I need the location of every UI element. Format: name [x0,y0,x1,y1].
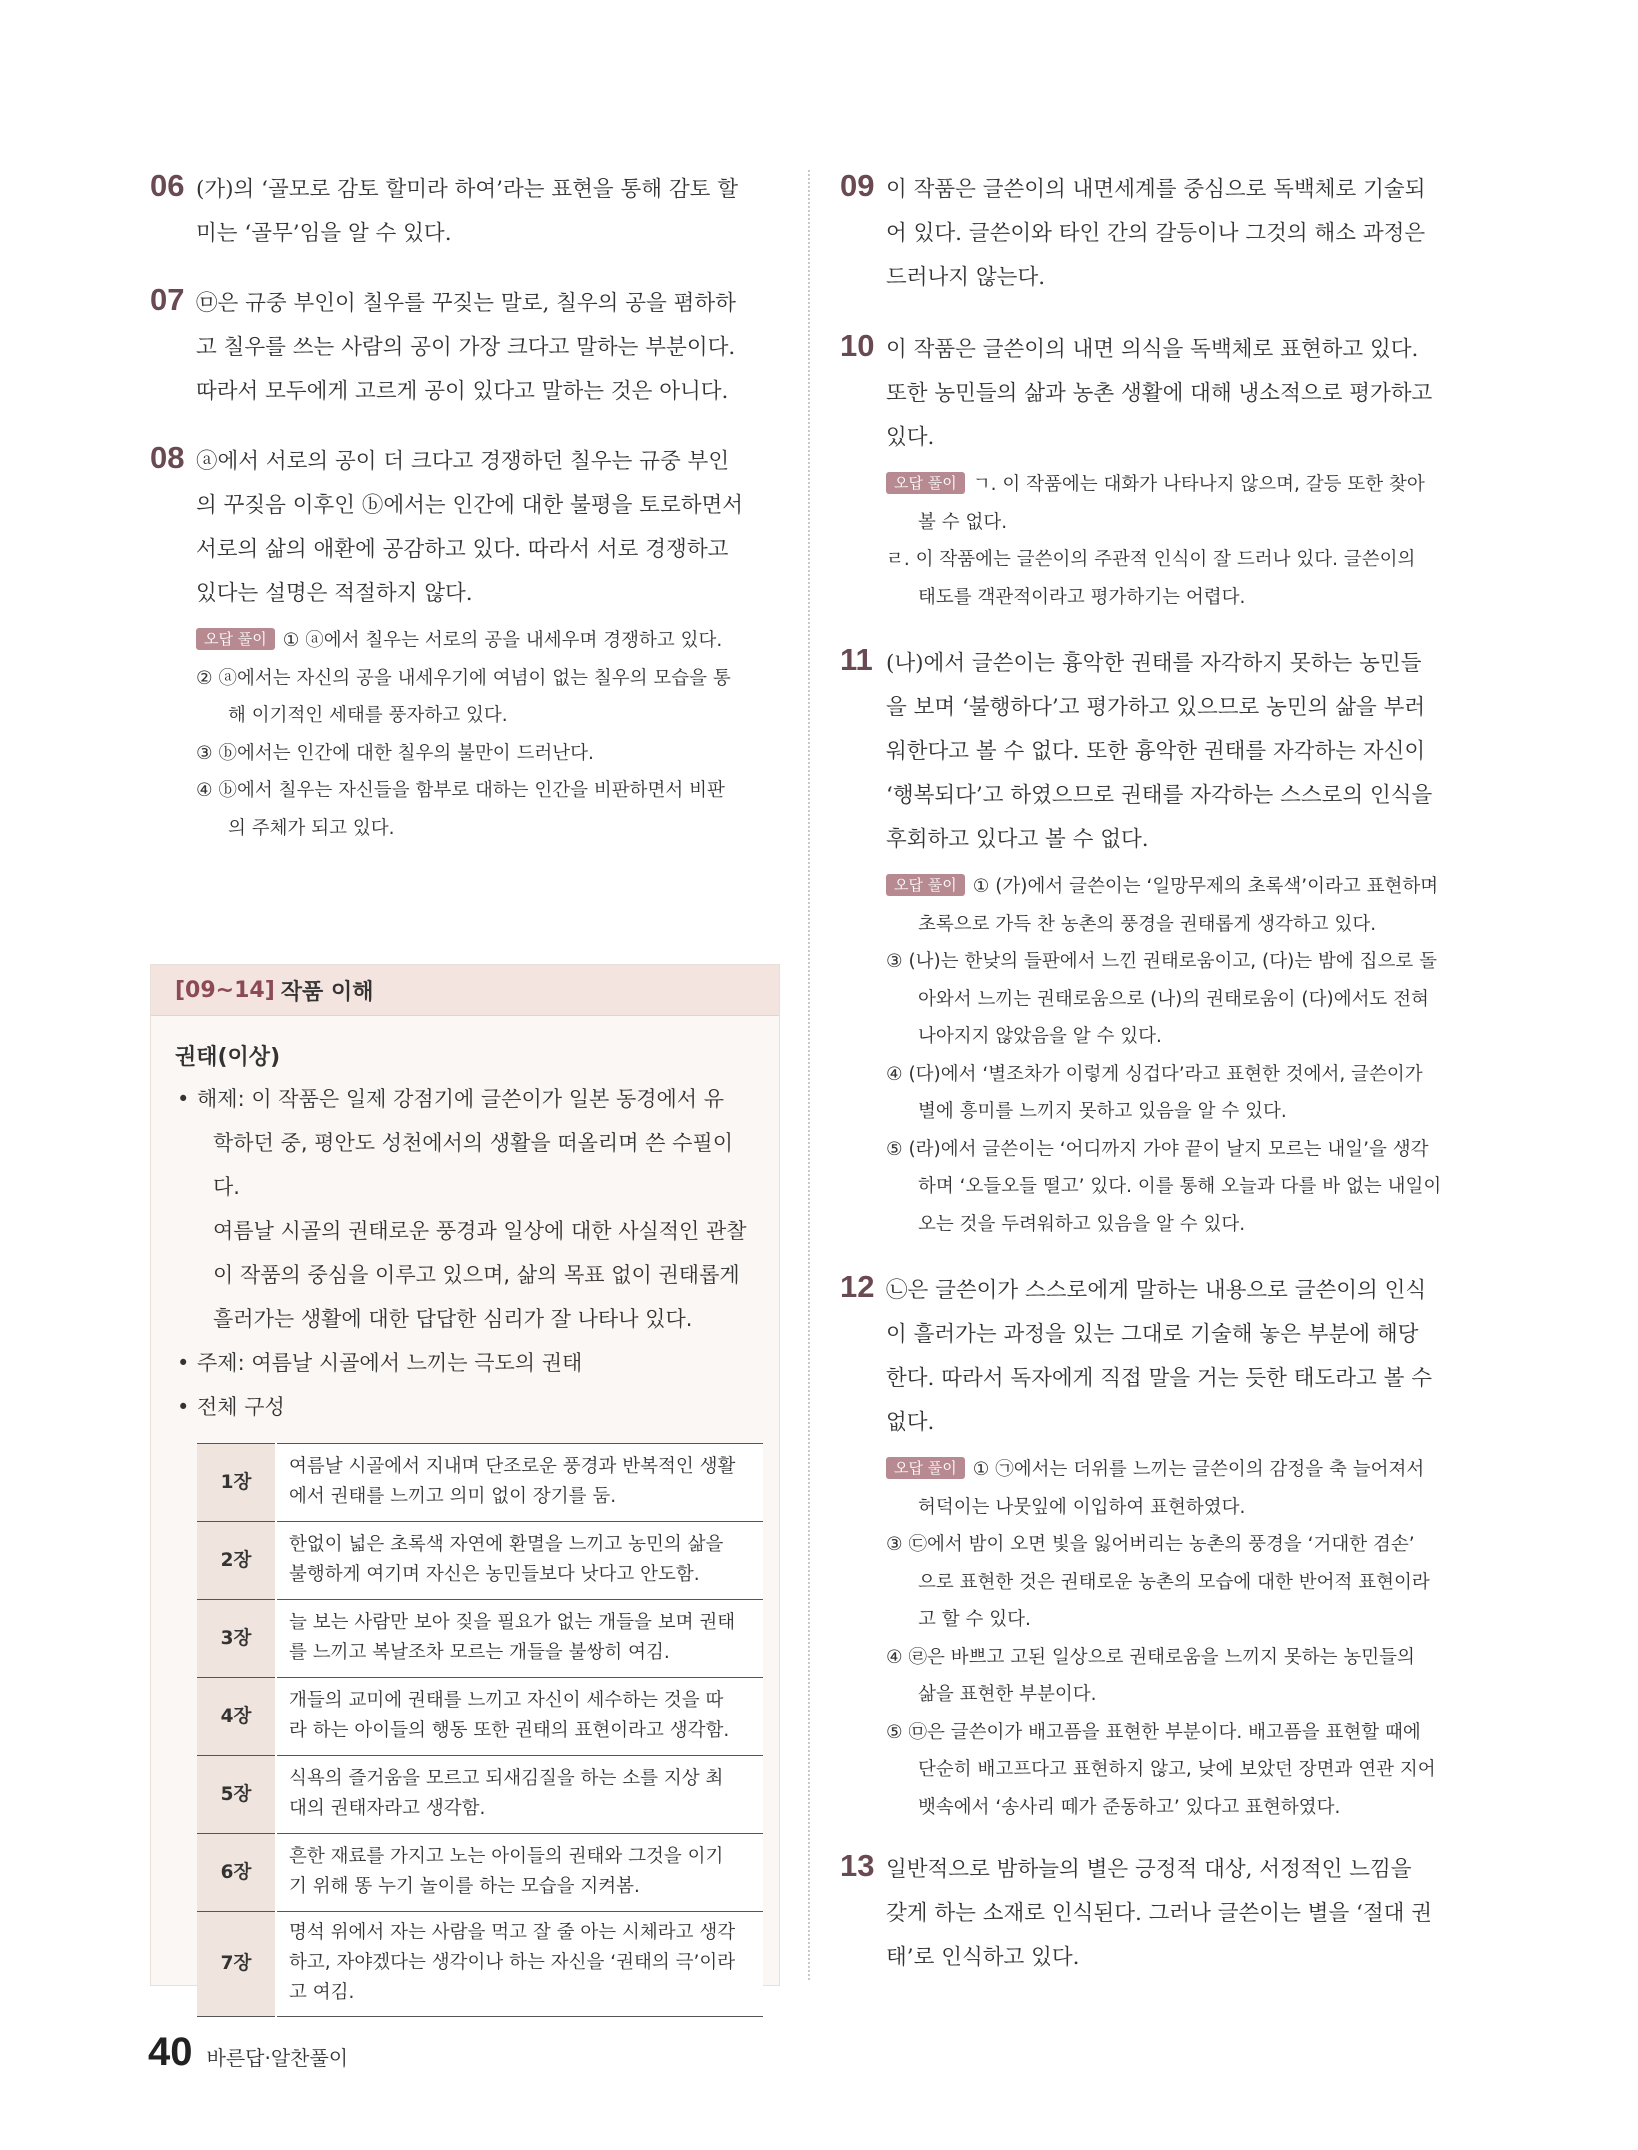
chapter-label: 4장 [197,1678,276,1756]
chapter-description: 한없이 넓은 초록색 자연에 환멸을 느끼고 농민의 삶을 불행하게 여기며 자신은 농민들보다 낫다고 안도함. [276,1522,763,1600]
question-number: 10 [840,328,875,363]
chapter-label: 3장 [197,1600,276,1678]
chapter-label: 2장 [197,1522,276,1600]
question-number: 07 [150,282,185,317]
chapter-description: 늘 보는 사람만 보아 짖을 필요가 없는 개들을 보며 권태 를 느끼고 복날조차 모르는 개들을 불쌍히 여김. [276,1600,763,1678]
question-11 [840,642,1476,1243]
work-summary-box [150,964,780,2003]
page-number: 40 [148,2030,193,2074]
summary-bullet-theme: • 주제: 여름날 시골에서 느끼는 극도의 권태 [175,1341,755,1385]
chapter-description: 여름날 시골에서 지내며 단조로운 풍경과 반복적인 생활 에서 권태를 느끼고 의미 없이 장기를 둠. [276,1444,763,1522]
question-07 [150,282,778,414]
answer-text: (가)의 ‘골모로 감토 할미라 하여’라는 표현을 통해 감토 할 미는 ‘골무’임을 알 수 있다. [196,177,739,246]
answer-text: ㉤은 규중 부인이 칠우를 꾸짖는 말로, 칠우의 공을 폄하하 고 칠우를 쓰는 사람의 공이 가장 크다고 말하는 부분이다. 따라서 모두에게 고르게 공이 있다고 말하는 것은 아니다. [196,291,736,404]
table-row [197,1834,763,1912]
wrong-answer-badge: 오답 풀이 [886,472,965,494]
chapter-description: 개들의 교미에 권태를 느끼고 자신이 세수하는 것을 따 라 하는 아이들의 행동 또한 권태의 표현이라고 생각함. [276,1678,763,1756]
question-number: 09 [840,168,875,203]
work-title: 권태(이상) [175,1045,281,1070]
table-row [197,1600,763,1678]
summary-header [151,965,779,1016]
chapter-label: 5장 [197,1756,276,1834]
wrong-answer-explanation: 오답 풀이 ㄱ. 이 작품에는 대화가 나타나지 않으며, 갈등 또한 찾아 볼 수 없다. ㄹ. 이 작품에는 글쓴이의 주관적 인식이 잘 드러나 있다. 글쓴이의 태도를 객관적이라고 평가하기는 어렵다. [886,474,1425,608]
chapter-label: 1장 [197,1444,276,1522]
chapter-label: 6장 [197,1834,276,1912]
page-footer [148,2030,348,2075]
wrong-answer-explanation: 오답 풀이 ① (가)에서 글쓴이는 ‘일망무제의 초록색’이라고 표현하며 초록으로 가득 찬 농촌의 풍경을 권태롭게 생각하고 있다. ③ (나)는 한낮의 들판에서 느낀 권태로움이고, (다)는 밤에 집으로 돌 아와서 느끼는 권태로움으로 (나)의 권태로움이 (다)에서도 전혀 나아지지 않았음을 알 수 있다. ④ (다)에서 ‘별조차가 이렇게 싱겁다’라고 표현한 것에서, 글쓴이가 별에 흥미를 느끼지 못하고 있음을 알 수 있다. ⑤ (라)에서 글쓴이는 ‘어디까지 가야 끝이 날지 모르는 내일’을 생각 하며 ‘오들오들 떨고’ 있다. 이를 통해 오늘과 다를 바 없는 내일이 오는 것을 두려워하고 있음을 알 수 있다. [886,876,1442,1235]
question-08 [150,440,778,847]
table-row [197,1522,763,1600]
wrong-answer-explanation: 오답 풀이 ① ㉠에서는 더위를 느끼는 글쓴이의 감정을 축 늘어져서 허덕이는 나뭇잎에 이입하여 표현하였다. ③ ㉢에서 밤이 오면 빛을 잃어버리는 농촌의 풍경을 ‘거대한 겸손’ 으로 표현한 것은 권태로운 농촌의 모습에 대한 반어적 표현이라 고 할 수 있다. ④ ㉣은 바쁘고 고된 일상으로 권태로움을 느끼지 못하는 농민들의 삶을 표현한 부분이다. ⑤ ㉤은 글쓴이가 배고픔을 표현한 부분이다. 배고픔을 표현할 때에 단순히 배고프다고 표현하지 않고, 낮에 보았던 장면과 연관 지어 뱃속에서 ‘송사리 떼가 준동하고’ 있다고 표현하였다. [886,1459,1436,1818]
table-row [197,1912,763,2017]
question-number: 08 [150,440,185,475]
chapter-description: 명석 위에서 자는 사람을 먹고 잘 줄 아는 시체라고 생각 하고, 자야겠다는 생각이나 하는 자신을 ‘권태의 극’이라 고 여김. [276,1912,763,2017]
answer-text: ㉡은 글쓴이가 스스로에게 말하는 내용으로 글쓴이의 인식 이 흘러가는 과정을 있는 그대로 기술해 놓은 부분에 해당 한다. 따라서 독자에게 직접 말을 거는 듯한 태도라고 볼 수 없다. [886,1278,1433,1435]
answer-text: ⓐ에서 서로의 공이 더 크다고 경쟁하던 칠우는 규중 부인 의 꾸짖음 이후인 ⓑ에서는 인간에 대한 불평을 토로하면서 서로의 삶의 애환에 공감하고 있다. 따라서 서로 경쟁하고 있다는 설명은 적절하지 않다. [196,449,744,606]
wrong-answer-explanation: 오답 풀이 ① ⓐ에서 칠우는 서로의 공을 내세우며 경쟁하고 있다. ② ⓐ에서는 자신의 공을 내세우기에 여념이 없는 칠우의 모습을 통 해 이기적인 세태를 풍자하고 있다. ③ ⓑ에서는 인간에 대한 칠우의 불만이 드러난다. ④ ⓑ에서 칠우는 자신들을 함부로 대하는 인간을 비판하면서 비판 의 주체가 되고 있다. [196,630,731,839]
wrong-answer-badge: 오답 풀이 [886,1457,965,1479]
summary-bullet-overview: • 해제: 이 작품은 일제 강점기에 글쓴이가 일본 동경에서 유 학하던 중, 평안도 성천에서의 생활을 떠올리며 쓴 수필이다. 여름날 시골의 권태로운 풍경과 일상에 대한 사실적인 관찰 이 작품의 중심을 이루고 있으며, 삶의 목표 없이 권태롭게 흘러가는 생활에 대한 답답한 심리가 잘 나타나 있다. [175,1077,755,1341]
question-10 [840,328,1476,616]
chapter-label: 7장 [197,1912,276,2017]
wrong-answer-badge: 오답 풀이 [886,874,965,896]
question-12 [840,1269,1476,1826]
left-column [150,168,778,847]
summary-bullet-structure: • 전체 구성 [175,1385,755,1429]
answer-text: 일반적으로 밤하늘의 별은 긍정적 대상, 서정적인 느낌을 갖게 하는 소재로 인식된다. 그러나 글쓴이는 별을 ‘절대 권 태’로 인식하고 있다. [886,1857,1433,1970]
table-row [197,1678,763,1756]
question-13 [840,1848,1476,1980]
chapter-description: 식욕의 즐거움을 모르고 되새김질을 하는 소를 지상 최 대의 권태자라고 생각함. [276,1756,763,1834]
question-number: 11 [840,642,873,677]
chapter-description: 흔한 재료를 가지고 노는 아이들의 권태와 그것을 이기 기 위해 똥 누기 놀이를 하는 모습을 지켜봄. [276,1834,763,1912]
summary-title: 작품 이해 [280,979,374,1005]
column-divider [808,170,810,1980]
answer-text: 이 작품은 글쓴이의 내면 의식을 독백체로 표현하고 있다. 또한 농민들의 삶과 농촌 생활에 대해 냉소적으로 평가하고 있다. [886,337,1433,450]
question-number: 13 [840,1848,875,1883]
book-title: 바른답·알찬풀이 [206,2046,349,2070]
answer-text: 이 작품은 글쓴이의 내면세계를 중심으로 독백체로 기술되 어 있다. 글쓴이와 타인 간의 갈등이나 그것의 해소 과정은 드러나지 않는다. [886,177,1426,290]
answer-text: (나)에서 글쓴이는 흉악한 권태를 자각하지 못하는 농민들 을 보며 ‘불행하다’고 평가하고 있으므로 농민의 삶을 부러 워한다고 볼 수 없다. 또한 흉악한 권태를 자각하는 자신이 ‘행복되다’고 하였으므로 권태를 자각하는 스스로의 인식을 후회하고 있다고 볼 수 없다. [886,651,1433,852]
right-column [840,168,1476,1980]
question-number: 06 [150,168,185,203]
question-number: 12 [840,1269,875,1304]
structure-table [197,1443,763,2017]
wrong-answer-badge: 오답 풀이 [196,628,275,650]
question-range: [09~14] [175,977,275,1003]
table-row [197,1756,763,1834]
table-row [197,1444,763,1522]
question-06 [150,168,778,256]
question-09 [840,168,1476,300]
